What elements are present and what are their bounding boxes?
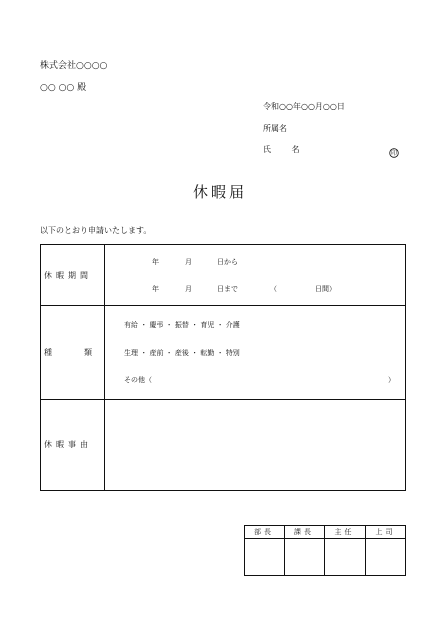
type-options-row2: 生理 ・ 産前 ・ 産後 ・ 転勤 ・ 特別 bbox=[124, 349, 240, 357]
addressee: ○○ ○○ 殿 bbox=[40, 83, 87, 93]
svg-text:印: 印 bbox=[390, 150, 398, 158]
to-year: 年 bbox=[152, 285, 159, 293]
name-label: 氏 名 bbox=[263, 145, 309, 154]
row-divider bbox=[40, 305, 406, 306]
seal-icon bbox=[389, 143, 399, 158]
from-day: 日から bbox=[217, 258, 238, 266]
days-open-paren: （ bbox=[270, 285, 277, 293]
label-column-divider bbox=[104, 244, 105, 491]
type-other-open: その他（ bbox=[124, 376, 152, 384]
document-date: 令和○○年○○月○○日 bbox=[263, 102, 345, 111]
department-label: 所属名 bbox=[263, 124, 287, 133]
type-other-close: ） bbox=[388, 376, 395, 384]
intro-text: 以下のとおり申請いたします。 bbox=[40, 226, 152, 235]
approval-header-shunin: 主任 bbox=[334, 528, 355, 536]
days-count: 日間） bbox=[315, 285, 336, 293]
to-day: 日まで bbox=[217, 285, 238, 293]
from-year: 年 bbox=[152, 258, 159, 266]
type-label bbox=[44, 347, 124, 358]
from-month: 月 bbox=[185, 258, 192, 266]
page-title: 休暇届 bbox=[193, 183, 248, 201]
approval-header-bucho: 部長 bbox=[254, 528, 274, 536]
type-label-text: 種類 bbox=[44, 348, 124, 357]
reason-label: 休暇事由 bbox=[44, 440, 92, 449]
company-name: 株式会社○○○○ bbox=[40, 61, 108, 71]
row-divider bbox=[40, 399, 406, 400]
period-label: 休暇期間 bbox=[44, 271, 92, 280]
approval-header-divider bbox=[244, 538, 406, 539]
type-options-row1: 有給 ・ 慶弔 ・ 振替 ・ 育児 ・ 介護 bbox=[124, 321, 240, 329]
to-month: 月 bbox=[185, 285, 192, 293]
request-form-table bbox=[40, 244, 406, 491]
approval-header-kacho: 課長 bbox=[294, 528, 314, 536]
approval-header-joshi: 上司 bbox=[375, 528, 396, 536]
